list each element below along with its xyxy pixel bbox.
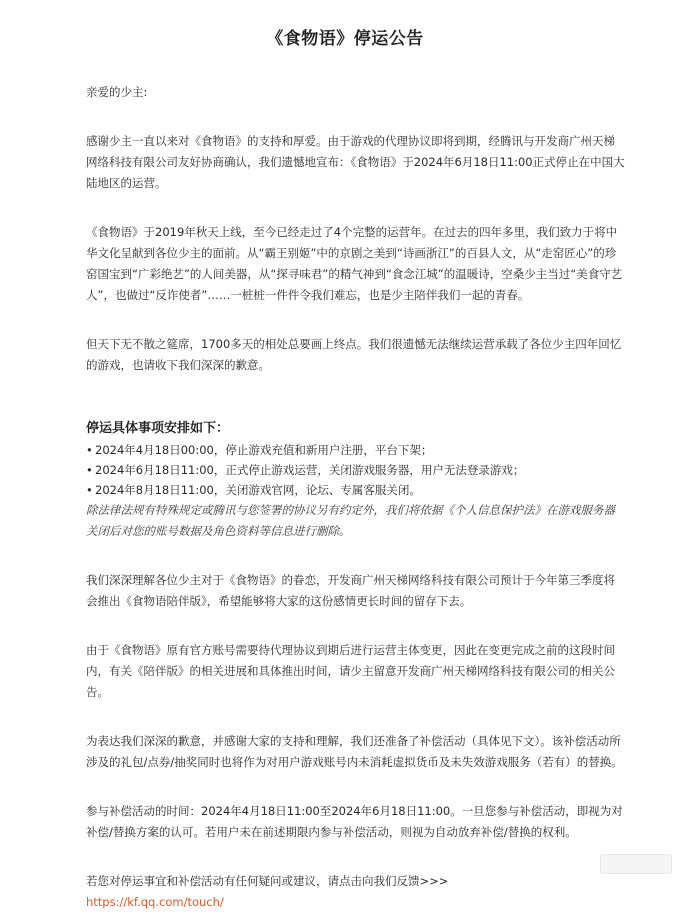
paragraph-compensation-period: 参与补偿活动的时间：2024年4月18日11:00至2024年6月18日11:00。一旦您参与补偿活动，即视为对补偿/替换方案的认可。若用户未在前述期限内参与补偿活动，则视为自动放弃补偿/替换的权利。 — [86, 804, 623, 839]
page-title: 《食物语》停运公告 — [266, 29, 424, 49]
paragraph-history: 《食物语》于2019年秋天上线，至今已经走过了4个完整的运营年。在过去的四年多里，我们致力于将中华文化呈献到各位少主的面前。从“霸王别姬”中的京剧之美到“诗画浙江”的百县人文，从“走窑匠心”的珍窑国宝到“广彩绝艺”的人间美器，从“探寻味君”的精气神到“食念江城”的温暖诗，空桑少主当过“美食守艺人”，也做过“反诈使者”……一桩桩一件件令我们难忘，也是少主陪伴我们一起的青春。 — [86, 225, 623, 302]
schedule-item — [86, 460, 626, 480]
greeting: 亲爱的少主: — [86, 85, 148, 99]
feedback-link[interactable]: https://kf.qq.com/touch/ — [86, 895, 224, 909]
data-deletion-note: 除法律法规有特殊规定或腾讯与您签署的协议另有约定外，我们将依据《个人信息保护法》在游戏服务器关闭后对您的账号数据及角色资料等信息进行删除。 — [86, 503, 615, 538]
schedule-item — [86, 440, 626, 460]
schedule-item-text: 2024年6月18日11:00，正式停止游戏运营，关闭游戏服务器，用户无法登录游戏； — [95, 463, 525, 477]
feedback-text: 若您对停运事宜和补偿活动有任何疑问或建议，请点击向我们反馈>>> — [86, 874, 449, 888]
schedule-item — [86, 480, 626, 500]
bullet-icon: • — [86, 483, 93, 497]
announcement-body — [86, 82, 626, 913]
watermark-badge — [600, 854, 672, 874]
paragraph-account-transfer: 由于《食物语》原有官方账号需要待代理协议到期后进行运营主体变更，因此在变更完成之前的这段时间内，有关《陪伴版》的相关进展和具体推出时间，请少主留意开发商广州天梯网络科技有限公司的相关公告。 — [86, 643, 615, 699]
schedule-item-text: 2024年4月18日00:00，停止游戏充值和新用户注册，平台下架； — [95, 443, 433, 457]
paragraph-companion-version: 我们深深理解各位少主对于《食物语》的眷恋，开发商广州天梯网络科技有限公司预计于今年第三季度将会推出《食物语陪伴版》，希望能够将大家的这份感情更长时间的留存下去。 — [86, 573, 615, 608]
schedule-item-text: 2024年8月18日11:00，关闭游戏官网，论坛、专属客服关闭。 — [95, 483, 421, 497]
schedule-heading: 停运具体事项安排如下： — [86, 421, 230, 436]
paragraph-farewell: 但天下无不散之筵席，1700多天的相处总要画上终点。我们很遗憾无法继续运营承载了各位少主四年回忆的游戏，也请收下我们深深的歉意。 — [86, 337, 622, 372]
bullet-icon: • — [86, 463, 93, 477]
bullet-icon: • — [86, 443, 93, 457]
paragraph-compensation: 为表达我们深深的歉意，并感谢大家的支持和理解，我们还准备了补偿活动（具体见下文）。该补偿活动所涉及的礼包/点券/抽奖同时也将作为对用户游戏账号内未消耗虚拟货币及未失效游戏服务（若有）的替换。 — [86, 734, 623, 769]
paragraph-intro: 感谢少主一直以来对《食物语》的支持和厚爱。由于游戏的代理协议即将到期，经腾讯与开发商广州天梯网络科技有限公司友好协商确认，我们遗憾地宣布：《食物语》于2024年6月18日11:00正式停止在中国大陆地区的运营。 — [86, 134, 625, 190]
